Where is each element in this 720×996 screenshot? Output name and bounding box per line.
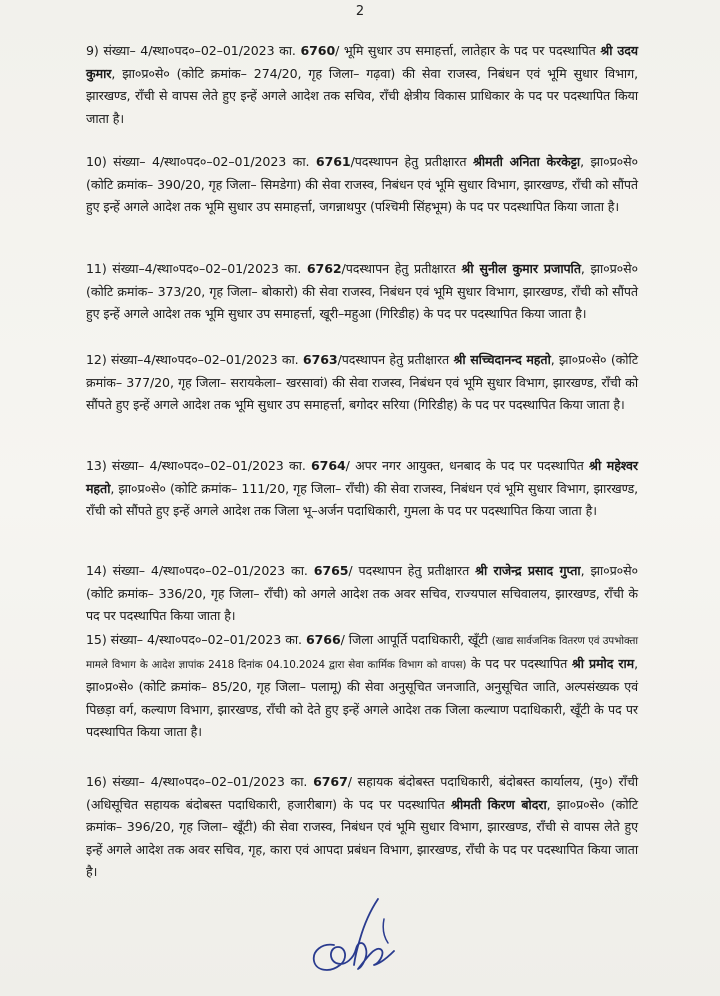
order-paragraph-9: [86, 40, 638, 130]
body-text: (खाद्य सार्वजनिक वितरण एवं उपभोक्ता मामले विभाग के आदेश ज्ञापांक 2418 दिनांक 04.10.2024 द्वारा सेवा कार्मिक विभाग को वापस): [86, 635, 638, 671]
order-paragraph-10: [86, 151, 638, 219]
order-paragraph-12: [86, 349, 638, 417]
bold-text: 6766: [305, 632, 341, 647]
order-paragraph-11: [86, 258, 638, 326]
body-text: , झा०प्र०से० (कोटि क्रमांक– 390/20, गृह जिला– सिमडेगा) की सेवा राजस्व, निबंधन एवं भूमि सुधार विभाग, झारखण्ड, राँची को सौंपते हुए इन्हें अगले आदेश तक भूमि सुधार उप समाहर्त्ता, जगन्नाथपुर (पश्चिमी सिंहभूम) के पद पर पदस्थापित किया जाता है।: [86, 154, 638, 215]
order-paragraph-13: [86, 455, 638, 523]
order-paragraph-15: [86, 629, 638, 744]
bold-text: 6763: [302, 352, 338, 367]
body-text: 11) संख्या–4/स्था०पद०–02–01/2023 का.: [86, 261, 307, 276]
bold-text: श्री राजेन्द्र प्रसाद गुप्ता: [475, 563, 581, 578]
body-text: / अपर नगर आयुक्त, धनबाद के पद पर पदस्थापित: [345, 458, 590, 473]
body-text: 10) संख्या– 4/स्था०पद०–02–01/2023 का.: [86, 154, 316, 169]
bold-text: 6767: [313, 774, 348, 789]
bold-text: 6760: [300, 43, 336, 58]
page-number: 2: [355, 4, 365, 19]
bold-text: 6765: [313, 563, 349, 578]
body-text: , झा०प्र०से० (कोटि क्रमांक– 396/20, गृह जिला– खूँटी) की सेवा राजस्व, निबंधन एवं भूमि सुधार विभाग, झारखण्ड, राँची से वापस लेते हुए इन्हें अगले आदेश तक अवर सचिव, गृह, कारा एवं आपदा प्रबंधन विभाग, झारखण्ड, राँची के पद पर पदस्थापित किया जाता है।: [86, 796, 639, 880]
body-text: / पदस्थापन हेतु प्रतीक्षारत: [348, 563, 476, 578]
order-paragraph-14: [86, 560, 638, 628]
body-text: 13) संख्या– 4/स्था०पद०–02–01/2023 का.: [86, 458, 312, 473]
body-text: , झा०प्र०से० (कोटि क्रमांक– 336/20, गृह जिला– राँची) को अगले आदेश तक अवर सचिव, राज्यपाल सचिवालय, झारखण्ड, राँची के पद पर पदस्थापित किया जाता है।: [86, 563, 638, 624]
order-paragraph-16: [86, 771, 638, 884]
bold-text: 6764: [311, 458, 346, 473]
bold-text: श्रीमती किरण बोदरा: [451, 796, 547, 812]
body-text: /पदस्थापन हेतु प्रतीक्षारत: [350, 154, 473, 169]
signature-icon: [300, 893, 410, 983]
bold-text: श्री प्रमोद राम: [571, 655, 635, 671]
body-text: , झा०प्र०से० (कोटि क्रमांक– 85/20, गृह जिला– पलामू) की सेवा अनुसूचित जनजाति, अनुसूचित जाति, अल्पसंख्यक एवं पिछड़ा वर्ग, कल्याण विभाग, झारखण्ड, राँची को देते हुए इन्हें अगले आदेश तक जिला कल्याण पदाधिकारी, खूँटी के पद पर पदस्थापित किया जाता है।: [86, 655, 639, 740]
body-text: , झा०प्र०से० (कोटि क्रमांक– 377/20, गृह जिला– सरायकेला– खरसावां) की सेवा राजस्व, निबंधन एवं भूमि सुधार विभाग, झारखण्ड, राँची को सौंपते हुए इन्हें अगले आदेश तक भूमि सुधार उप समाहर्त्ता, बगोदर सरिया (गिरिडीह) के पद पर पदस्थापित किया जाता है।: [86, 352, 638, 413]
body-text: 14) संख्या– 4/स्था०पद०–02–01/2023 का.: [86, 563, 314, 578]
body-text: के पद पर पदस्थापित: [466, 655, 572, 671]
body-text: 9) संख्या– 4/स्था०पद०–02–01/2023 का.: [86, 43, 301, 58]
bold-text: श्री उदय कुमार: [86, 43, 638, 81]
body-text: , झा०प्र०से० (कोटि क्रमांक– 111/20, गृह जिला– राँची) की सेवा राजस्व, निबंधन एवं भूमि सुधार विभाग, झारखण्ड, राँची को सौंपते हुए इन्हें अगले आदेश तक जिला भू–अर्जन पदाधिकारी, गुमला के पद पर पदस्थापित किया जाता है।: [86, 480, 638, 519]
bold-text: 6762: [306, 261, 342, 276]
bold-text: 6761: [315, 154, 351, 169]
body-text: 12) संख्या–4/स्था०पद०–02–01/2023 का.: [86, 352, 303, 367]
bold-text: श्रीमती अनिता केरकेट्टा: [472, 154, 581, 169]
body-text: / सहायक बंदोबस्त पदाधिकारी, बंदोबस्त कार्यालय, (मु०) राँची (अधिसूचित सहायक बंदोबस्त पदाधिकारी, हजारीबाग) के पद पर पदस्थापित: [86, 774, 638, 812]
body-text: /पदस्थापन हेतु प्रतीक्षारत: [337, 352, 454, 367]
bold-text: श्री महेश्वर महतो: [86, 458, 638, 496]
body-text: 16) संख्या– 4/स्था०पद०–02–01/2023 का.: [86, 774, 314, 789]
body-text: /पदस्थापन हेतु प्रतीक्षारत: [341, 261, 462, 276]
body-text: , झा०प्र०से० (कोटि क्रमांक– 373/20, गृह जिला– बोकारो) की सेवा राजस्व, निबंधन एवं भूमि सुधार विभाग, झारखण्ड, राँची को सौंपते हुए इन्हें अगले आदेश तक भूमि सुधार उप समाहर्त्ता, खूरी–महुआ (गिरिडीह) के पद पर पदस्थापित किया जाता है।: [86, 261, 638, 322]
bold-text: श्री सुनील कुमार प्रजापति: [461, 261, 581, 276]
body-text: / जिला आपूर्ति पदाधिकारी, खूँटी: [340, 632, 492, 647]
bold-text: श्री सच्चिदानन्द महतो: [453, 352, 551, 367]
body-text: , झा०प्र०से० (कोटि क्रमांक– 274/20, गृह जिला– गढ़वा) की सेवा राजस्व, निबंधन एवं भूमि सुधार विभाग, झारखण्ड, राँची से वापस लेते हुए इन्हें अगले आदेश तक सचिव, राँची क्षेत्रीय विकास प्राधिकार के पद पर पदस्थापित किया जाता है।: [86, 65, 638, 126]
body-text: / भूमि सुधार उप समाहर्त्ता, लातेहार के पद पर पदस्थापित: [335, 43, 601, 58]
body-text: 15) संख्या– 4/स्था०पद०–02–01/2023 का.: [86, 632, 306, 647]
